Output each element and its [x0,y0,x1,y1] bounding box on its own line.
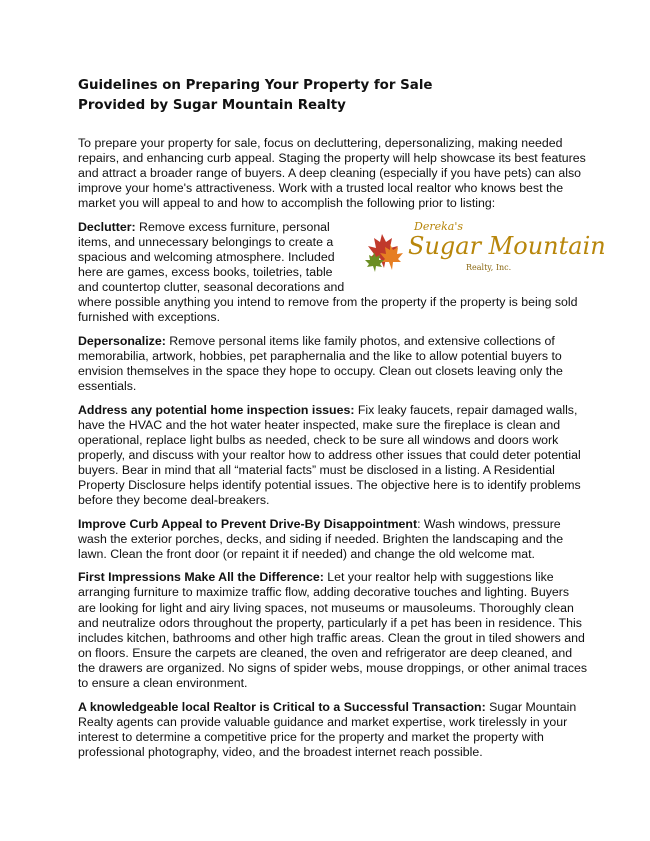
section-heading: Improve Curb Appeal to Prevent Drive-By Disappointment [78,516,418,531]
section-heading: First Impressions Make All the Difference: [78,570,324,585]
section-text: Remove personal items like family photos, and extensive collections of memorabilia, artwork, hobbies, pet paraphernalia and the like to allow potential buyers to envision themselves in the space they hope to occupy. Clean out closets leaving only the essentials. [78,333,563,394]
logo-subtitle: Realty, Inc. [466,262,512,272]
section-text: Let your realtor help with suggestions like arranging furniture to maximize traffic flow, adding decorative touches and lighting. Buyers are looking for light and airy living spaces, not museums or mausoleums. Thoroughly clean and neutralize odors throughout the property, particularly if a pet has been in residence. This includes kitchen, bathrooms and other high traffic areas. Clean the grout in tiled showers and on floors. Ensure the carpets are cleaned, the oven and refrigerator are deep cleaned, and the drawers are organized. No signs of spider webs, mouse droppings, or other animal traces to ensure a clean environment. [78,570,588,691]
section-text: Remove excess furniture, personal items, and unnecessary belongings to create a spacious and welcoming atmosphere. Included here are games, excess books, toiletries, table and countertop clutter, seasonal decorations and where possible anything you intend to remove from the property if the property is being sold furnished with exceptions. [78,219,578,325]
document-title [78,76,433,116]
section-heading: Declutter: [78,219,136,234]
section-heading: Address any potential home inspection issues: [78,402,355,417]
section-inspection-issues [78,403,588,509]
company-logo [360,219,606,282]
section-curb-appeal [78,517,588,562]
intro-paragraph: To prepare your property for sale, focus on decluttering, depersonalizing, making needed repairs, and enhancing curb appeal. Staging the property will help showcase its best features and attract a broader range of buyers. A deep cleaning (especially if you have pets) can also improve your home's attractiveness. Work with a trusted local realtor who knows best the market you will appeal to and how to accomplish the following prior to listing: [78,136,586,211]
section-text: Fix leaky faucets, repair damaged walls, have the HVAC and the hot water heater inspected, make sure the fireplace is clean and operational, replace light bulbs as needed, check to be sure all windows and doors work properly, and discuss with your realtor how to address other issues that could deter potential buyers. Bear in mind that all “material facts” must be disclosed in a listing. A Residential Property Disclosure helps identify potential issues. The objective here is to identify problems before they become deal-breakers. [78,402,581,508]
section-heading: Depersonalize: [78,333,166,348]
title-line-1: Guidelines on Preparing Your Property for Sale [78,78,433,93]
logo-name: Sugar Mountain [408,231,606,260]
title-line-2: Provided by Sugar Mountain Realty [78,98,346,113]
section-local-realtor [78,700,588,760]
section-heading: A knowledgeable local Realtor is Critical to a Successful Transaction: [78,699,486,714]
logo-script: Dereka's [414,219,463,233]
maple-leaf-icon [360,216,606,282]
section-text: : Wash windows, pressure wash the exterior porches, decks, and siding if needed. Brighten the landscaping and the lawn. Clean the front door (or repaint it if needed) and change the old welcome mat. [78,516,564,561]
section-depersonalize [78,334,588,394]
section-text: Sugar Mountain Realty agents can provide valuable guidance and market expertise, work tirelessly in your interest to determine a competitive price for the property and market the property with professional photography, video, and the broadest internet reach possible. [78,699,577,759]
section-first-impressions [78,570,588,691]
document-body [78,136,606,768]
section-declutter [78,219,606,326]
